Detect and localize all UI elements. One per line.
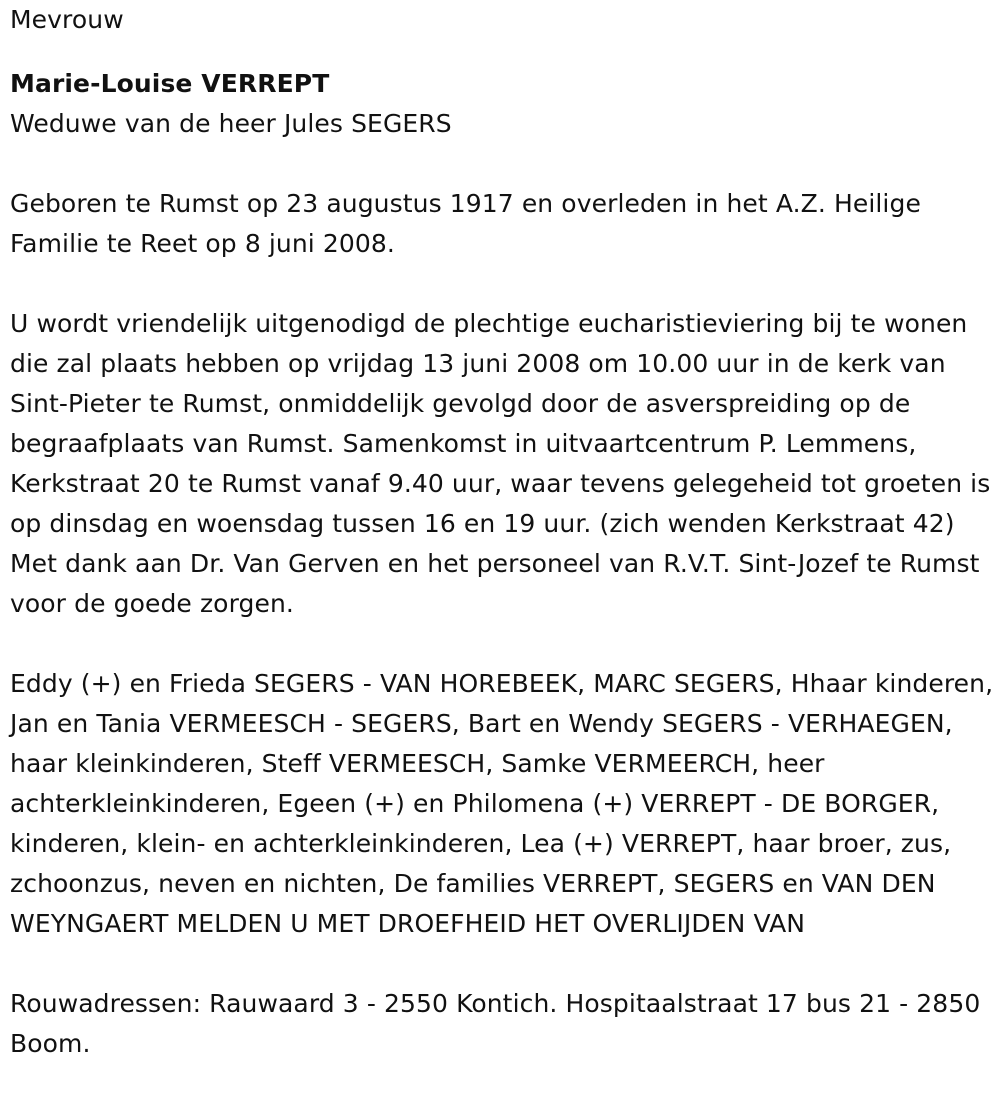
obituary-notice bbox=[10, 0, 995, 1064]
ceremony-paragraph: U wordt vriendelijk uitgenodigd de plechtige eucharistieviering bij te wonen die zal plaats hebben op vrijdag 13 juni 2008 om 10.00 uur in de kerk van Sint-Pieter te Rumst, onmiddelijk gevolgd door de asverspreiding op de begraafplaats van Rumst. Samenkomst in uitvaartcentrum P. Lemmens, Kerkstraat 20 te Rumst vanaf 9.40 uur, waar tevens gelegeheid tot groeten is op dinsdag en woensdag tussen 16 en 19 uur. (zich wenden Kerkstraat 42) Met dank aan Dr. Van Gerven en het personeel van R.V.T. Sint-Jozef te Rumst voor de goede zorgen. bbox=[10, 309, 991, 618]
spacer bbox=[10, 944, 995, 984]
widow-line: Weduwe van de heer Jules SEGERS bbox=[10, 109, 452, 138]
spacer bbox=[10, 40, 995, 64]
salutation: Mevrouw bbox=[10, 5, 124, 34]
addresses-paragraph: Rouwadressen: Rauwaard 3 - 2550 Kontich. Hospitaalstraat 17 bus 21 - 2850 Boom. bbox=[10, 989, 981, 1058]
family-paragraph: Eddy (+) en Frieda SEGERS - VAN HOREBEEK, MARC SEGERS, Hhaar kinderen, Jan en Tania VERMEESCH - SEGERS, Bart en Wendy SEGERS - VERHAEGEN, haar kleinkinderen, Steff VERMEESCH, Samke VERMEERCH, heer achterkleinkinderen, Egeen (+) en Philomena (+) VERREPT - DE BORGER, kinderen, klein- en achterkleinkinderen, Lea (+) VERREPT, haar broer, zus, zchoonzus, neven en nichten, De families VERREPT, SEGERS en VAN DEN WEYNGAERT MELDEN U MET DROEFHEID HET OVERLIJDEN VAN bbox=[10, 669, 994, 938]
spacer bbox=[10, 264, 995, 304]
birth-death-paragraph: Geboren te Rumst op 23 augustus 1917 en overleden in het A.Z. Heilige Familie te Reet op 8 juni 2008. bbox=[10, 189, 921, 258]
spacer bbox=[10, 144, 995, 184]
spacer bbox=[10, 624, 995, 664]
deceased-name: Marie-Louise VERREPT bbox=[10, 69, 330, 98]
